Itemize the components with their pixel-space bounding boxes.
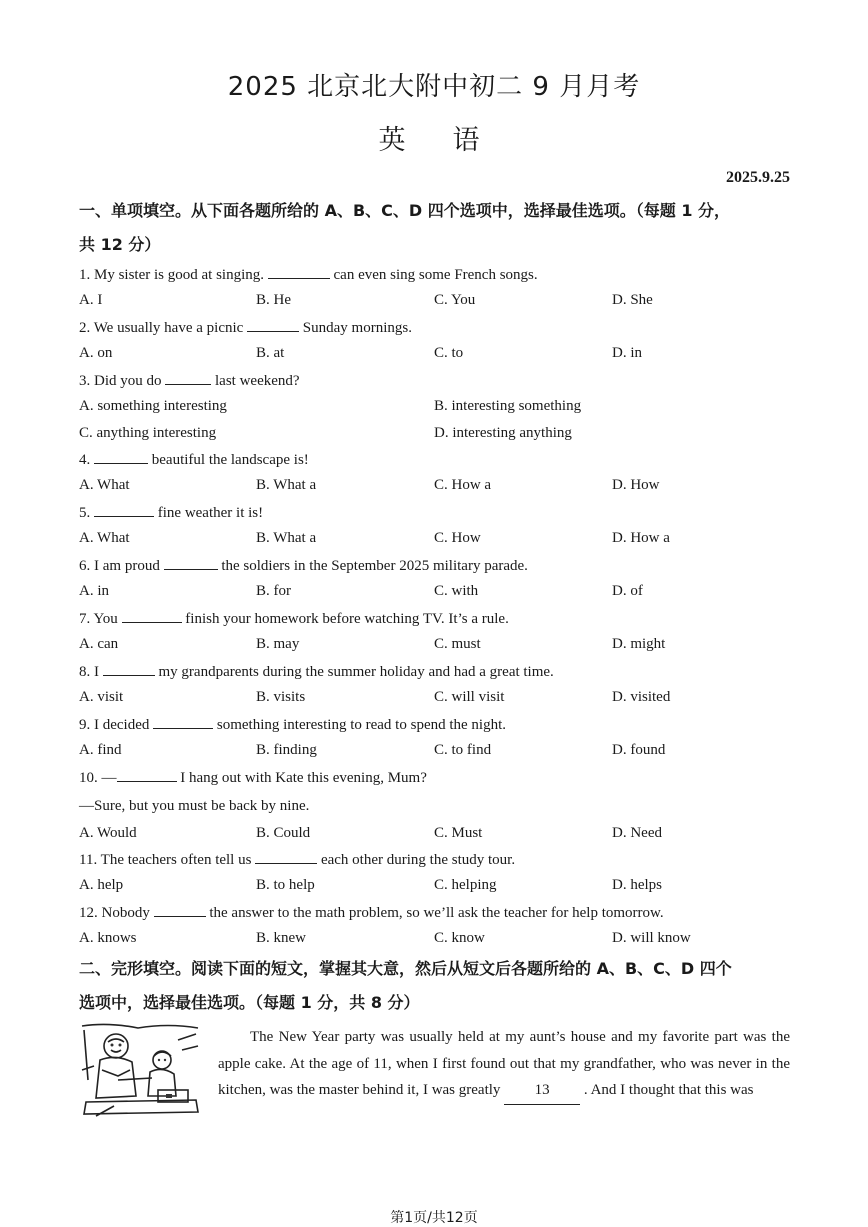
option-b[interactable]: B. to help <box>256 877 315 893</box>
section-2-line-1: 二、完形填空。阅读下面的短文，掌握其大意，然后从短文后各题所给的 A、B、C、D 四个 <box>79 959 732 978</box>
option-c[interactable]: C. helping <box>434 877 497 893</box>
question-10-response: —Sure, but you must be back by nine. <box>79 798 310 814</box>
section-1-line-2: 共 12 分） <box>79 235 161 254</box>
passage-blank-13[interactable]: 13 <box>504 1077 580 1105</box>
option-a[interactable]: A. visit <box>79 689 124 705</box>
answer-blank[interactable] <box>122 610 182 623</box>
option-d[interactable]: D. found <box>612 742 666 758</box>
question-text-before: 3. Did you do <box>79 373 166 389</box>
option-b[interactable]: B. What a <box>256 530 317 546</box>
answer-blank[interactable] <box>164 557 218 570</box>
question-text-after: fine weather it is! <box>154 505 264 521</box>
question-text-after: can even sing some French songs. <box>329 267 538 283</box>
question-text-before: 6. I am proud <box>79 558 164 574</box>
answer-blank[interactable] <box>255 851 317 864</box>
exam-title: 2025 北京北大附中初二 9 月月考 <box>227 72 641 102</box>
question-text-after: the answer to the math problem, so we’ll ask the teacher for help tomorrow. <box>205 905 664 921</box>
option-d[interactable]: D. might <box>612 636 666 652</box>
option-b[interactable]: B. for <box>256 583 291 599</box>
option-d[interactable]: D. Need <box>612 825 662 841</box>
option-d[interactable]: D. helps <box>612 877 662 893</box>
question-5 <box>79 504 263 522</box>
question-text-before: 7. You <box>79 611 122 627</box>
question-text-after: last weekend? <box>211 373 300 389</box>
answer-blank[interactable] <box>103 663 155 676</box>
option-c[interactable]: C. must <box>434 636 481 652</box>
option-c[interactable]: C. How a <box>434 477 492 493</box>
question-2 <box>79 319 412 337</box>
option-d[interactable]: D. will know <box>612 930 691 946</box>
option-a[interactable]: A. I <box>79 292 103 308</box>
question-12 <box>79 904 664 922</box>
option-c[interactable]: C. with <box>434 583 479 599</box>
question-6 <box>79 557 528 575</box>
option-a[interactable]: A. knows <box>79 930 137 946</box>
option-c[interactable]: C. anything interesting <box>79 425 217 441</box>
question-text-after: finish your homework before watching TV. It’s a rule. <box>181 611 509 627</box>
question-1 <box>79 266 538 284</box>
question-11 <box>79 851 515 869</box>
option-c[interactable]: C. Must <box>434 825 483 841</box>
option-b[interactable]: B. He <box>256 292 291 308</box>
option-a[interactable]: A. something interesting <box>79 398 227 414</box>
question-text-before: 10. — <box>79 770 117 786</box>
option-a[interactable]: A. in <box>79 583 109 599</box>
option-a[interactable]: A. on <box>79 345 113 361</box>
section-1-line-1: 一、单项填空。从下面各题所给的 A、B、C、D 四个选项中，选择最佳选项。（每题 1 分， <box>79 201 731 220</box>
option-a[interactable]: A. help <box>79 877 124 893</box>
question-4 <box>79 451 309 469</box>
answer-blank[interactable] <box>165 372 211 385</box>
option-b[interactable]: B. visits <box>256 689 306 705</box>
question-text-after: the soldiers in the September 2025 military parade. <box>217 558 528 574</box>
question-9 <box>79 716 506 734</box>
option-b[interactable]: B. Could <box>256 825 311 841</box>
answer-blank[interactable] <box>117 769 177 782</box>
option-d[interactable]: D. How <box>612 477 660 493</box>
option-c[interactable]: C. How <box>434 530 481 546</box>
answer-blank[interactable] <box>94 504 154 517</box>
question-8 <box>79 663 554 681</box>
option-a[interactable]: A. What <box>79 477 130 493</box>
option-b[interactable]: B. What a <box>256 477 317 493</box>
option-d[interactable]: D. interesting anything <box>434 425 572 441</box>
section-1-heading <box>79 194 797 262</box>
option-c[interactable]: C. will visit <box>434 689 505 705</box>
reading-passage <box>218 1024 790 1105</box>
option-b[interactable]: B. finding <box>256 742 317 758</box>
option-b[interactable]: B. may <box>256 636 300 652</box>
option-b[interactable]: B. at <box>256 345 285 361</box>
exam-date: 2025.9.25 <box>726 169 790 186</box>
option-c[interactable]: C. to <box>434 345 464 361</box>
option-c[interactable]: C. know <box>434 930 485 946</box>
question-text-before: 1. My sister is good at singing. <box>79 267 268 283</box>
passage-text-part-1: The New Year party was usually held at my aunt’s house and my favorite part was the apple cake. At the age of 11, when I first found out that my grandfather, who was never in the kitchen, was the master behind it, I was greatly <box>218 1029 790 1098</box>
option-c[interactable]: C. to find <box>434 742 492 758</box>
question-text-before: 9. I decided <box>79 717 154 733</box>
option-a[interactable]: A. can <box>79 636 119 652</box>
subject-title: 英 语 <box>378 125 490 156</box>
question-text-after: something interesting to read to spend the night. <box>213 717 507 733</box>
answer-blank[interactable] <box>94 451 148 464</box>
option-d[interactable]: D. of <box>612 583 643 599</box>
question-text-before: 8. I <box>79 664 103 680</box>
question-3 <box>79 372 300 390</box>
question-text-before: 5. <box>79 505 94 521</box>
option-c[interactable]: C. You <box>434 292 476 308</box>
question-text-before: 12. Nobody <box>79 905 154 921</box>
grandfather-illustration <box>78 1020 204 1120</box>
passage-text-part-2: . And I thought that this was <box>580 1082 754 1098</box>
question-text-before: 2. We usually have a picnic <box>79 320 248 336</box>
option-a[interactable]: A. What <box>79 530 130 546</box>
question-text-before: 11. The teachers often tell us <box>79 852 256 868</box>
answer-blank[interactable] <box>247 319 299 332</box>
question-text-after: my grandparents during the summer holiday and had a great time. <box>154 664 554 680</box>
option-a[interactable]: A. Would <box>79 825 137 841</box>
option-d[interactable]: D. She <box>612 292 653 308</box>
section-2-heading <box>79 952 797 1020</box>
answer-blank[interactable] <box>154 904 206 917</box>
option-b[interactable]: B. interesting something <box>434 398 582 414</box>
option-d[interactable]: D. visited <box>612 689 671 705</box>
question-text-after: I hang out with Kate this evening, Mum? <box>176 770 427 786</box>
answer-blank[interactable] <box>153 716 213 729</box>
sketch-image <box>78 1020 204 1120</box>
option-d[interactable]: D. in <box>612 345 642 361</box>
page-footer: 第1页/共12页 <box>390 1210 478 1226</box>
answer-blank[interactable] <box>268 266 330 279</box>
option-a[interactable]: A. find <box>79 742 122 758</box>
question-10 <box>79 769 427 787</box>
option-d[interactable]: D. How a <box>612 530 670 546</box>
question-text-after: Sunday mornings. <box>299 320 412 336</box>
question-text-after: beautiful the landscape is! <box>148 452 309 468</box>
question-text-before: 4. <box>79 452 94 468</box>
section-2-line-2: 选项中，选择最佳选项。（每题 1 分，共 8 分） <box>79 993 420 1012</box>
question-text-after: each other during the study tour. <box>317 852 516 868</box>
question-7 <box>79 610 509 628</box>
option-b[interactable]: B. knew <box>256 930 306 946</box>
